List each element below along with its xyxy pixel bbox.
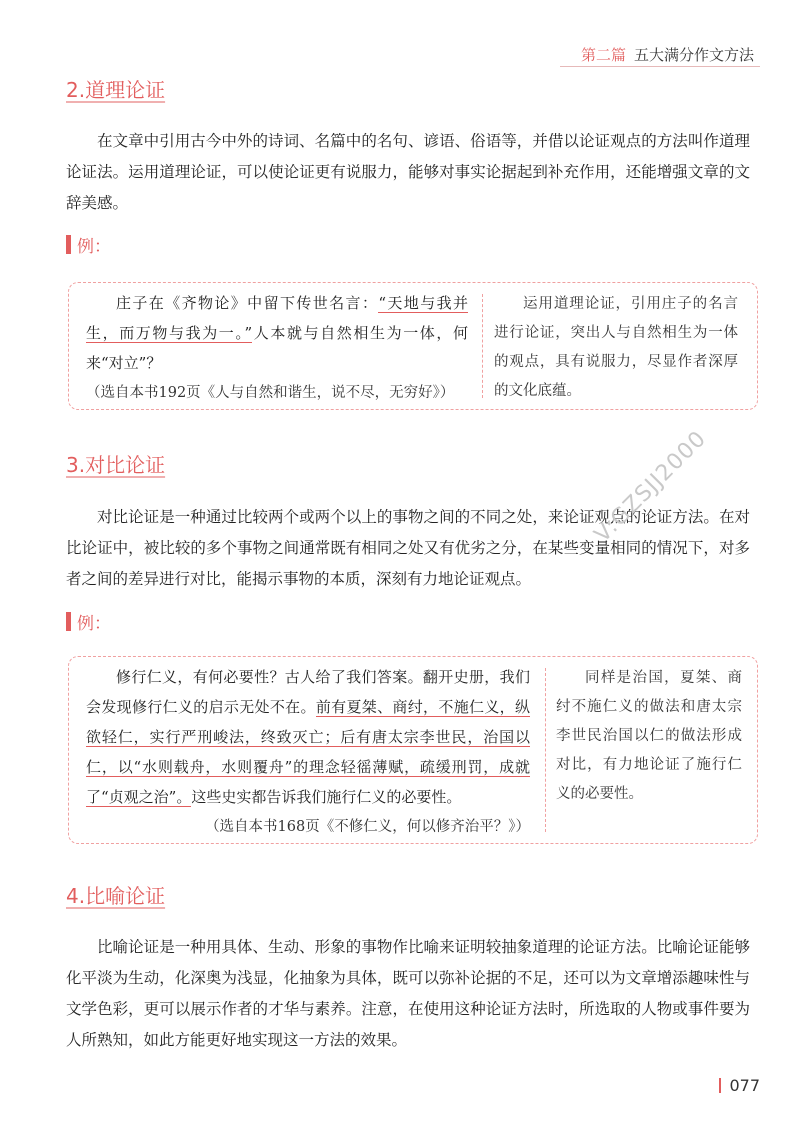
section-title-dui-bi: 3.对比论证	[66, 453, 166, 477]
label-bar	[66, 235, 71, 254]
example-text-2: 修行仁义，有何必要性？古人给了我们答案。翻开史册，我们会发现修行仁义的启示无处不在。前有夏桀、商纣，不施仁义，纵欲轻仁，实行严刑峻法，终致灭亡；后有唐太宗李世民，治国以仁，以“水则载舟，水则覆舟”的理念轻徭薄赋，疏缓刑罚，成就了“贞观之治”。这些史实都告诉我们施行仁义的必要性。 （选自本书168页《不修仁义，何以修齐治平？》）	[86, 662, 530, 842]
section-body-dui-bi: 对比论证是一种通过比较两个或两个以上的事物之间的不同之处，来论证观点的论证方法。在对比论证中，被比较的多个事物之间通常既有相同之处又有优劣之分，在某些变量相同的情况下，对多者之间的差异进行对比，能揭示事物的本质，深刻有力地论证观点。	[66, 508, 750, 588]
header-title: 五大满分作文方法	[633, 46, 754, 64]
example-text-1: 庄子在《齐物论》中留下传世名言：“天地与我并生，而万物与我为一。”人本就与自然相生为一体，何来“对立”？ （选自本书192页《人与自然和谐生，说不尽，无穷好》）	[86, 288, 468, 408]
example-label-1: 例：	[66, 232, 111, 257]
example-note-2: 同样是治国，夏桀、商纣不施仁义的做法和唐太宗李世民治国以仁的做法形成对比，有力地论证了施行仁义的必要性。	[556, 670, 742, 802]
highlighted-contrast: 前有夏桀、商纣，不施仁义，纵欲轻仁，实行严刑峻法，终致灭亡；后有唐太宗李世民，治国以仁，以“水则载舟，水则覆舟”的理念轻徭薄赋，疏缓刑罚，成就了“贞观之治”。	[86, 698, 530, 806]
header-rule	[560, 66, 760, 67]
example-source-1: （选自本书192页《人与自然和谐生，说不尽，无穷好》）	[86, 385, 455, 401]
page-number-bar	[719, 1078, 721, 1093]
watermark: V:GZSJJ2000	[590, 426, 712, 548]
running-header	[581, 44, 754, 65]
section-title-dao-li: 2.道理论证	[66, 78, 166, 102]
section-body-dao-li: 在文章中引用古今中外的诗词、名篇中的名句、谚语、俗语等，并借以论证观点的方法叫作道理论证法。运用道理论证，可以使论证更有说服力，能够对事实论据起到补充作用，还能增强文章的文辞美感。	[66, 132, 750, 212]
header-part: 第二篇	[580, 46, 626, 64]
example-source-2: （选自本书168页《不修仁义，何以修齐治平？》）	[205, 819, 530, 835]
example-divider-1	[482, 294, 483, 398]
label-bar	[66, 612, 71, 631]
example-note-1: 运用道理论证，引用庄子的名言进行论证，突出人与自然相生为一体的观点，具有说服力，尽显作者深厚的文化底蕴。	[494, 296, 738, 399]
example-divider-2	[545, 668, 546, 832]
section-body-bi-yu: 比喻论证是一种用具体、生动、形象的事物作比喻来证明较抽象道理的论证方法。比喻论证能够化平淡为生动，化深奥为浅显，化抽象为具体，既可以弥补论据的不足，还可以为文章增添趣味性与文学色彩，更可以展示作者的才华与素养。注意，在使用这种论证方法时，所选取的人物或事件要为人所熟知，如此方能更好地实现这一方法的效果。	[66, 938, 750, 1049]
highlighted-quote: “天地与我并生，而万物与我为一。”	[86, 294, 468, 342]
section-title-bi-yu: 4.比喻论证	[66, 884, 166, 908]
example-label-2: 例：	[66, 609, 111, 634]
page-number: 077	[719, 1076, 760, 1095]
